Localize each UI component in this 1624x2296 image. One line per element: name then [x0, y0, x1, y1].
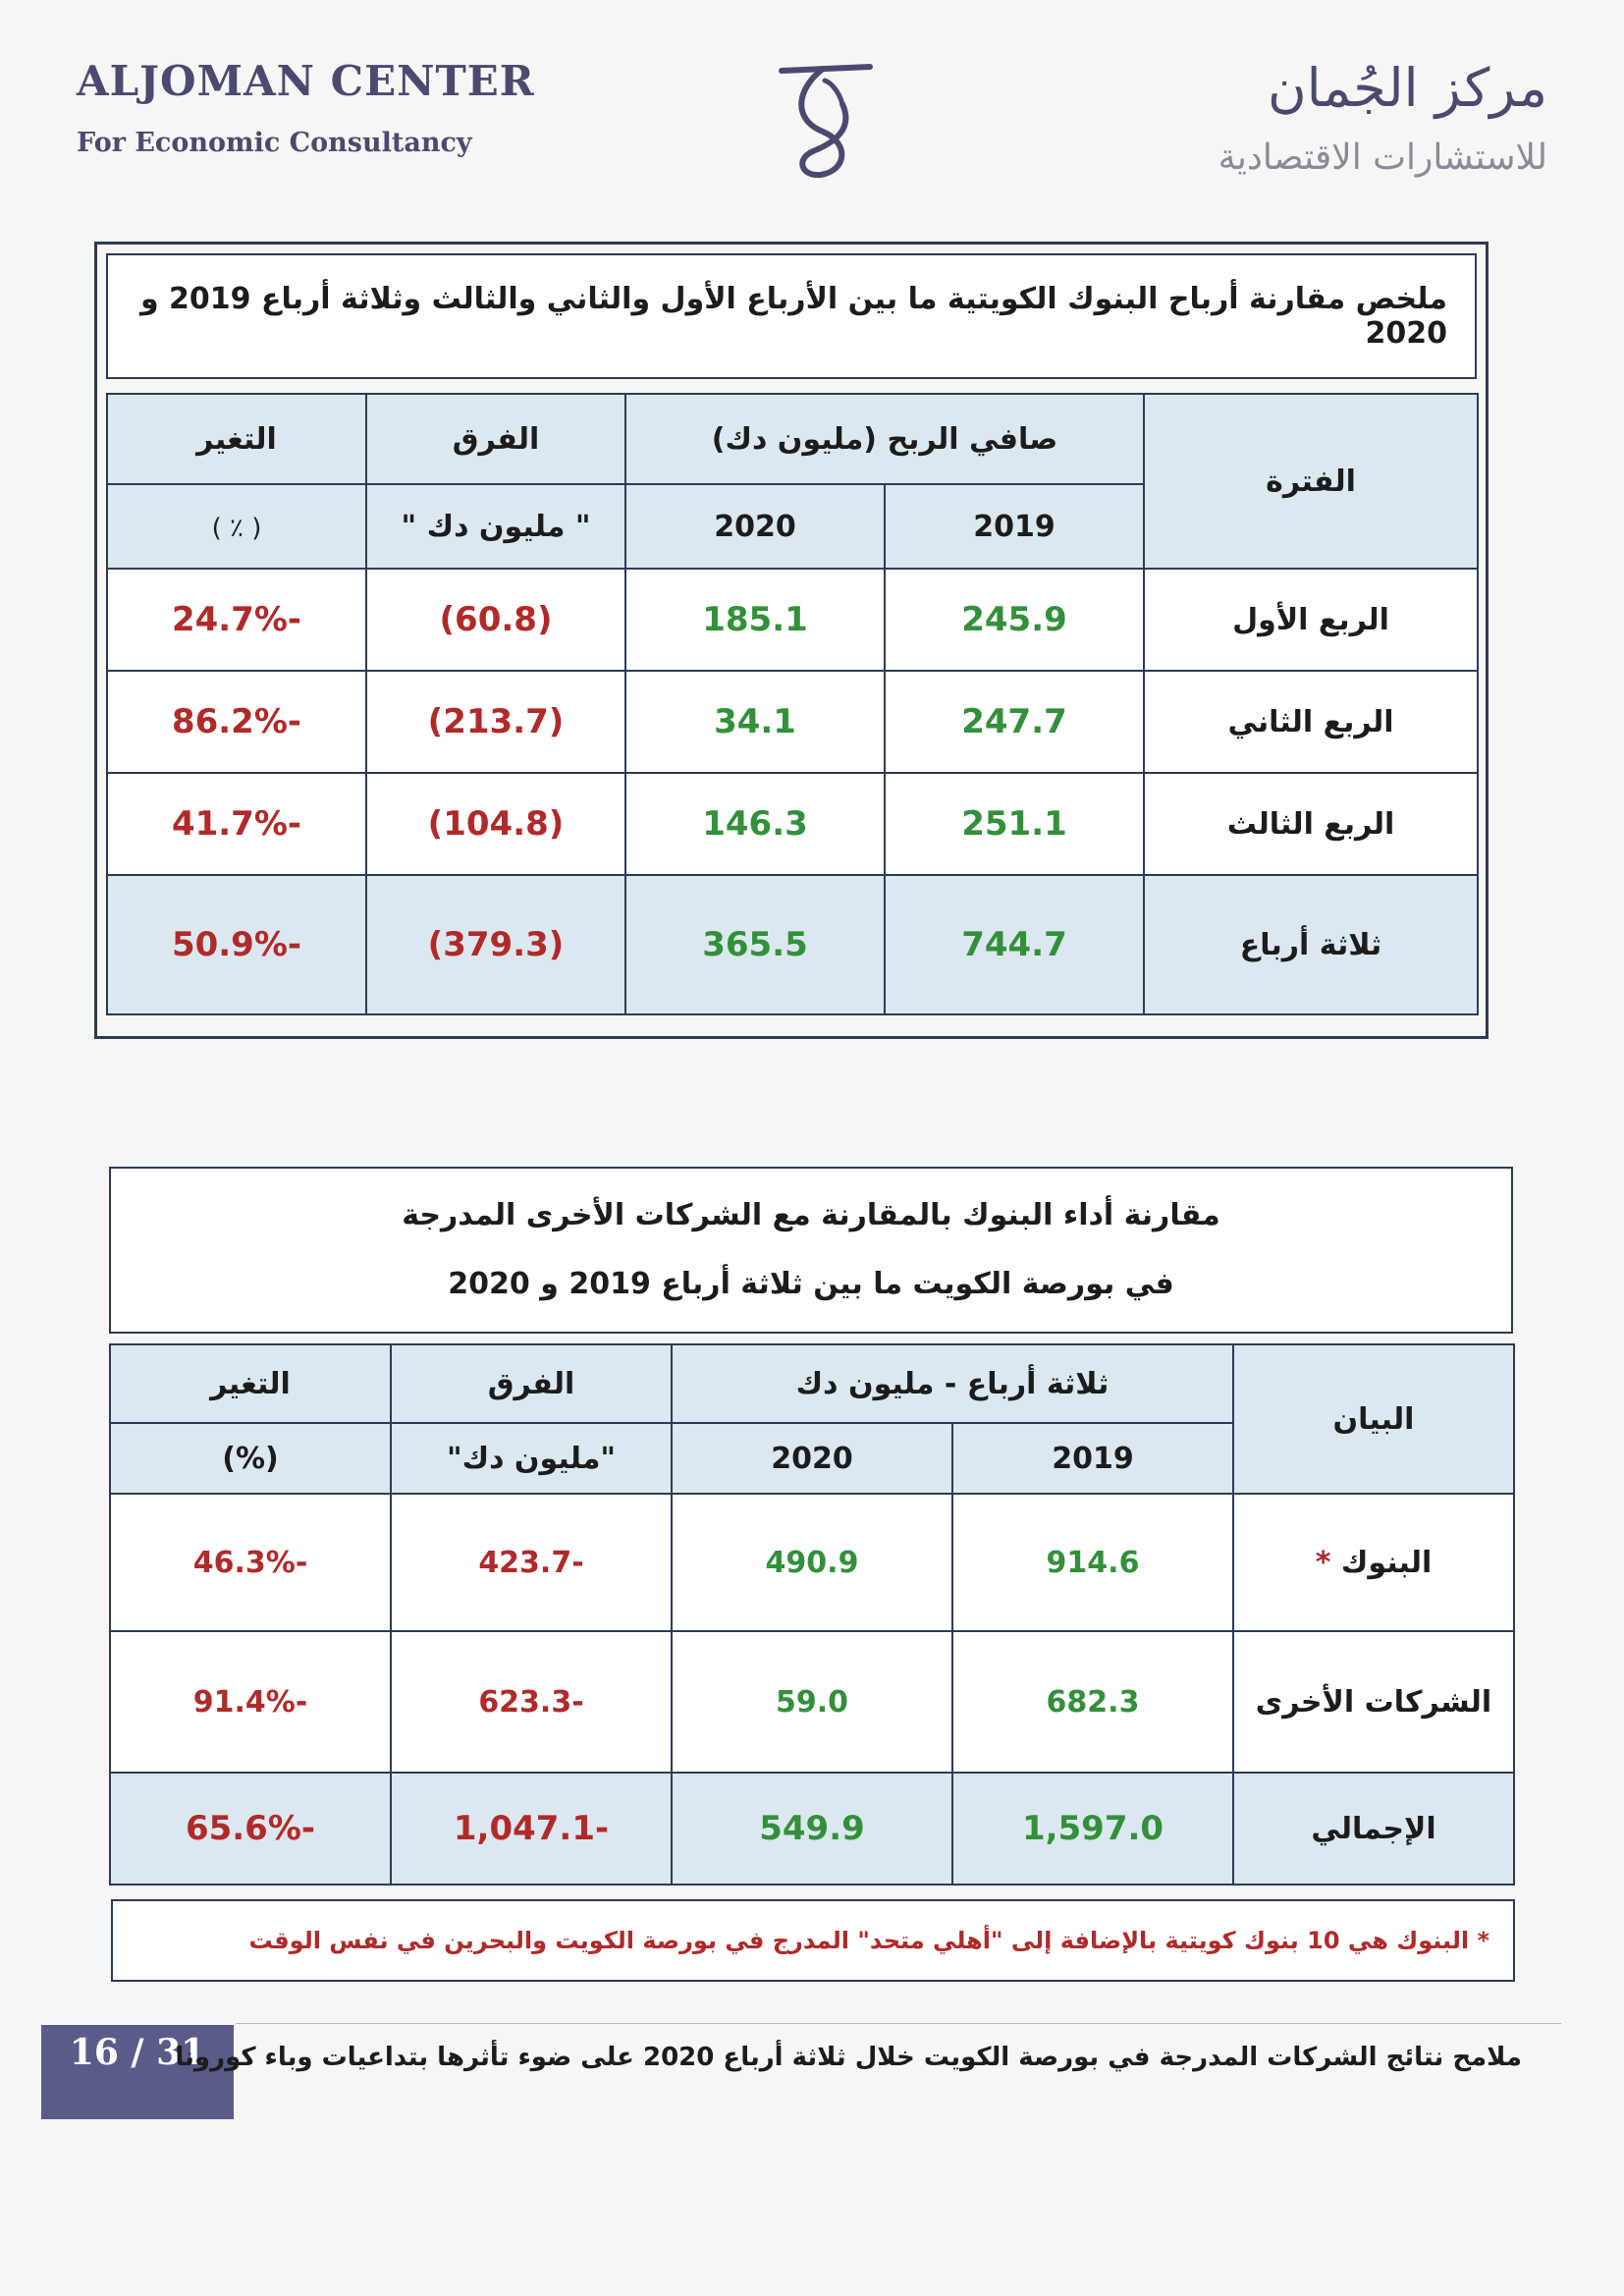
value-diff: (60.8): [366, 569, 625, 671]
row-label: الشركات الأخرى: [1233, 1631, 1514, 1773]
footer-divider: [236, 2023, 1561, 2024]
value-2019: 251.1: [885, 773, 1144, 875]
table-row: [110, 1773, 1514, 1885]
header-year-2019: 2019: [952, 1423, 1233, 1494]
value-diff: -623.3: [391, 1631, 672, 1773]
value-2020: 490.9: [672, 1494, 952, 1631]
table1-title: ملخص مقارنة أرباح البنوك الكويتية ما بين الأرباع الأول والثاني والثالث وثلاثة أرباع 2019 و 2020: [106, 253, 1477, 379]
value-change: -41.7%: [107, 773, 366, 875]
header-en-title: ALJOMAN CENTER: [77, 57, 535, 105]
value-change: -46.3%: [110, 1494, 391, 1631]
header-ar-title: مركز الجُمان: [1267, 57, 1547, 119]
header-diff-unit: " مليون دك ": [366, 484, 625, 569]
header-change-unit: (%): [110, 1423, 391, 1494]
value-2019: 1,597.0: [952, 1773, 1233, 1885]
value-diff: (104.8): [366, 773, 625, 875]
row-label: ثلاثة أرباع: [1144, 875, 1478, 1014]
header-year-2019: 2019: [885, 484, 1144, 569]
header-period: الفترة: [1144, 394, 1478, 569]
table-row: [107, 773, 1478, 875]
header-year-2020: 2020: [672, 1423, 952, 1494]
header-ar-subtitle: للاستشارات الاقتصادية: [1218, 137, 1547, 178]
row-label-text: البنوك: [1340, 1545, 1433, 1580]
header-change: التغير: [110, 1344, 391, 1423]
value-2020: 146.3: [625, 773, 885, 875]
table-row: [107, 671, 1478, 773]
page-number: 16 / 31: [69, 2032, 206, 2073]
value-2020: 185.1: [625, 569, 885, 671]
value-2020: 365.5: [625, 875, 885, 1014]
header-period: ثلاثة أرباع - مليون دك: [672, 1344, 1233, 1423]
profit-summary-table: [106, 393, 1479, 1015]
footer-text: ملامح نتائج الشركات المدرجة في بورصة الكويت خلال ثلاثة أرباع 2020 على ضوء تأثرها بتداعيات وباء كورونا: [175, 2043, 1522, 2072]
value-diff: (379.3): [366, 875, 625, 1014]
header-item: البيان: [1233, 1344, 1514, 1494]
row-label: الإجمالي: [1233, 1773, 1514, 1885]
value-2020: 34.1: [625, 671, 885, 773]
row-label: الربع الأول: [1144, 569, 1478, 671]
header-diff: الفرق: [391, 1344, 672, 1423]
table2-title: [109, 1167, 1513, 1334]
value-diff: (213.7): [366, 671, 625, 773]
value-2019: 247.7: [885, 671, 1144, 773]
aljoman-logo-icon: [774, 61, 882, 184]
value-2019: 682.3: [952, 1631, 1233, 1773]
header-year-2020: 2020: [625, 484, 885, 569]
value-diff: -1,047.1: [391, 1773, 672, 1885]
value-2020: 59.0: [672, 1631, 952, 1773]
table-row: [107, 569, 1478, 671]
table2-title-line2: في بورصة الكويت ما بين ثلاثة أرباع 2019 و 2020: [448, 1267, 1174, 1301]
row-label: [1233, 1494, 1514, 1631]
header-change: التغير: [107, 394, 366, 484]
value-change: -50.9%: [107, 875, 366, 1014]
banks-vs-companies-table: [109, 1343, 1515, 1886]
value-2019: 744.7: [885, 875, 1144, 1014]
table-row: [110, 1631, 1514, 1773]
header-en-subtitle: For Economic Consultancy: [77, 128, 472, 158]
value-change: -86.2%: [107, 671, 366, 773]
value-change: -24.7%: [107, 569, 366, 671]
value-change: -91.4%: [110, 1631, 391, 1773]
value-change: -65.6%: [110, 1773, 391, 1885]
header-change-unit: ( ٪ ): [211, 513, 262, 543]
header-diff: الفرق: [366, 394, 625, 484]
value-2019: 245.9: [885, 569, 1144, 671]
table2-title-line1: مقارنة أداء البنوك بالمقارنة مع الشركات الأخرى المدرجة: [402, 1198, 1220, 1232]
footnote-star: *: [1315, 1545, 1331, 1580]
row-label: الربع الثاني: [1144, 671, 1478, 773]
value-diff: -423.7: [391, 1494, 672, 1631]
footnote: * البنوك هي 10 بنوك كويتية بالإضافة إلى "أهلي متحد" المدرج في بورصة الكويت والبحرين في نفس الوقت: [111, 1899, 1515, 1982]
table-row: [107, 875, 1478, 1014]
header-diff-unit: "مليون دك": [391, 1423, 672, 1494]
table-row: [110, 1494, 1514, 1631]
row-label: الربع الثالث: [1144, 773, 1478, 875]
header-net-profit: صافي الربح (مليون دك): [625, 394, 1144, 484]
value-2020: 549.9: [672, 1773, 952, 1885]
value-2019: 914.6: [952, 1494, 1233, 1631]
